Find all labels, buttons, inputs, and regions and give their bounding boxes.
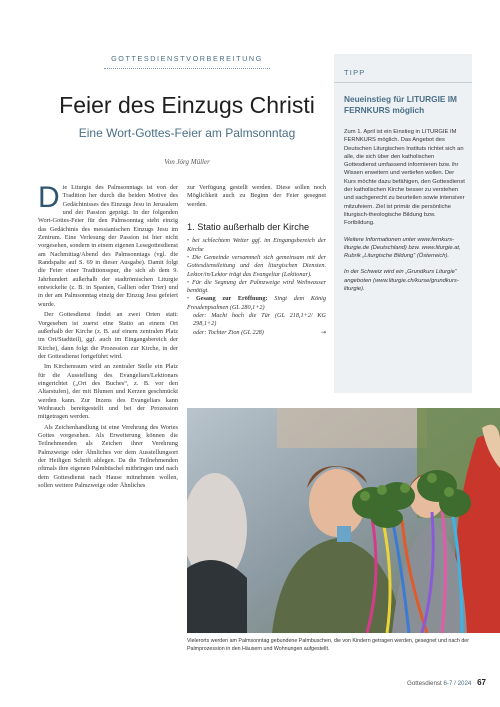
body-column-middle: [187, 184, 326, 337]
instruction-holy-water: • Für die Segnung der Palmzweige wird Weihwasser benötigt.: [187, 278, 326, 295]
tip-paragraph-switzerland: In der Schweiz wird ein „Grundkurs Liturgie“ angeboten (www.liturgie.ch/kurse/grundkurs-liturgie).: [344, 269, 459, 293]
tip-paragraph-course: Zum 1. April ist ein Einstieg in LITURGIE IM FERNKURS möglich. Das Angebot des Deutschen Liturgischen Instituts richtet sich an alle, die sich über den katholischen Gottesdienst umfassend informieren bzw. ihr Wissen erweitern und vertiefen wollen. Der Kurs möchte dazu befähigen, den Gottesdienst der katholischen Kirche besser zu verstehen und sachgerecht zu beurteilen sowie intensiver mitzufeiern. Ziel ist primär die persönliche liturgisch-theologische Bildung bzw. Fortbildung.: [344, 129, 465, 227]
tip-paragraph-links: Weitere Informationen unter www.fernkurs-liturgie.de (Deutschland) bzw. www.liturgie.at, Rubrik „Liturgische Bildung“ (Österreich).: [344, 236, 461, 260]
tip-label: TIPP: [344, 68, 366, 77]
bullet-icon: •: [187, 278, 193, 286]
tip-body: [344, 128, 466, 301]
drop-cap: D: [38, 181, 60, 214]
instruction-alt-song-2: oder: Tochter Zion (GL 228) →: [193, 328, 326, 336]
kicker-divider: [104, 68, 270, 69]
opening-song-label: Gesang zur Eröffnung:: [195, 295, 268, 303]
instruction-alt-song-1: oder: Macht hoch die Tür (GL 218,1+2/ KG 298,1+2): [193, 312, 326, 328]
paragraph-intro: [38, 181, 178, 309]
paragraph-continuation: zur Verfügung gestellt werden. Diese sollen noch Möglichkeit auch zu Beginn der Feier gesegnet werden.: [187, 184, 326, 208]
paragraph-church-room: Im Kirchenraum wird an zentraler Stelle ein Platz für die Ausstellung des Evangeliars/Lektionars eingerichtet („Ort des Buches“, z. B. vor den Altarstufen), der mit Blumen und Kerzen geschmückt werden kann. Zur Inzens des Evangeliars kann Weihrauch bereitgestellt und bei der Prozession mitgetragen werden.: [38, 363, 178, 421]
issue-number: 6-7 / 2024: [443, 680, 472, 687]
photo-illustration: [187, 408, 500, 633]
tip-sidebar: [334, 54, 472, 393]
section-kicker: GOTTESDIENSTVORBEREITUNG: [111, 54, 263, 63]
instruction-opening-song: • Gesang zur Eröffnung: Singt dem König Freudenpsalmen (GL 280,1+2): [187, 295, 326, 311]
body-column-left: [38, 181, 178, 490]
page-number: 67: [477, 678, 486, 687]
bullet-icon: •: [187, 253, 193, 261]
instruction-weather: • bei schlechtem Wetter ggf. im Eingangsbereich der Kirche: [187, 237, 326, 253]
tip-heading: Neueinstieg für LITURGIE IM FERNKURS möglich: [344, 94, 457, 115]
instruction-gathering: • Die Gemeinde versammelt sich gemeinsam mit der Gottesdienstleitung und den liturgischen Diensten. Lektor/in/Lektor trägt das Evangeliar (Lektionar).: [187, 253, 327, 278]
photo-caption: Vielerorts werden am Palmsonntag gebundene Palmbuschen, die von Kindern getragen werden, gesegnet und nach der Palmprozession in den Häusern und Wohnungen aufgestellt.: [187, 638, 470, 652]
bullet-icon: •: [187, 237, 193, 245]
author-byline: Von Jörg Müller: [164, 158, 210, 166]
page-footer: [407, 678, 486, 687]
tip-divider: [334, 82, 472, 83]
paragraph-two-places: Der Gottesdienst findet an zwei Orten statt: Vorgesehen ist zuerst eine Statio an einem Ort außerhalb der Kirche (z. B. auf einem zentralen Platz im Ort/Stadtteil), ggf. auch im Eingangsbereich der Kirche), dann folgt die Prozession zur Kirche, in der der Gottesdienst fortgeführt wird.: [38, 311, 178, 360]
paragraph-intro-text: ie Liturgie des Palmsonntags ist von der Tradition her durch die beiden Motive des Gedächtnisses des Einzugs Jesu in Jerusalem und der Passion geprägt. In der folgenden Wort-Gottes-Feier für den Palmsonntag steht einzig das Gedächtnis des messianischen Einzugs Jesu im Zentrum. Eine Verlesung der Passion ist hier nicht vorgesehen, sondern in einem eigenen Lesegottesdienst am Nachmittag/Abend des Palmsonntags (vgl. die Randspalte auf S. 69 in dieser Ausgabe). Damit folgt die Feier einer Traditionsspur, die sich ab dem 9. Jahrhundert außerhalb der stadtrömischen Liturgie entwickelte (z. B. in Spanien, Gallien oder Trier) und in der am Palmsonntag einzig der Einzug Jesu gefeiert wurde.: [38, 184, 178, 308]
palm-sunday-photo: [187, 408, 500, 633]
bullet-icon: •: [187, 295, 196, 303]
section-heading-statio: 1. Statio außerhalb der Kirche: [187, 222, 310, 233]
continue-arrow-icon: →: [320, 328, 326, 336]
magazine-name: Gottesdienst: [407, 680, 442, 687]
article-subtitle: Eine Wort-Gottes-Feier am Palmsonntag: [78, 126, 296, 140]
article-title: Feier des Einzugs Christi: [59, 92, 315, 118]
paragraph-veneration: Als Zeichenhandlung ist eine Verehrung des Wortes Gottes vorgesehen. Als Erweiterung können die Teilnehmenden als Zeichen ihrer Verehrung Palmzweige oder Ähnliches vor dem Ausstellungsort der Heiligen Schrift ablegen. Da die Teilnehmenden oftmals ihre eigenen Palmbüschel mitbringen und nach dem Gottesdienst nach Hause mitnehmen wollen, sollen weitere Palmzweige oder Ähnliches: [38, 423, 178, 490]
